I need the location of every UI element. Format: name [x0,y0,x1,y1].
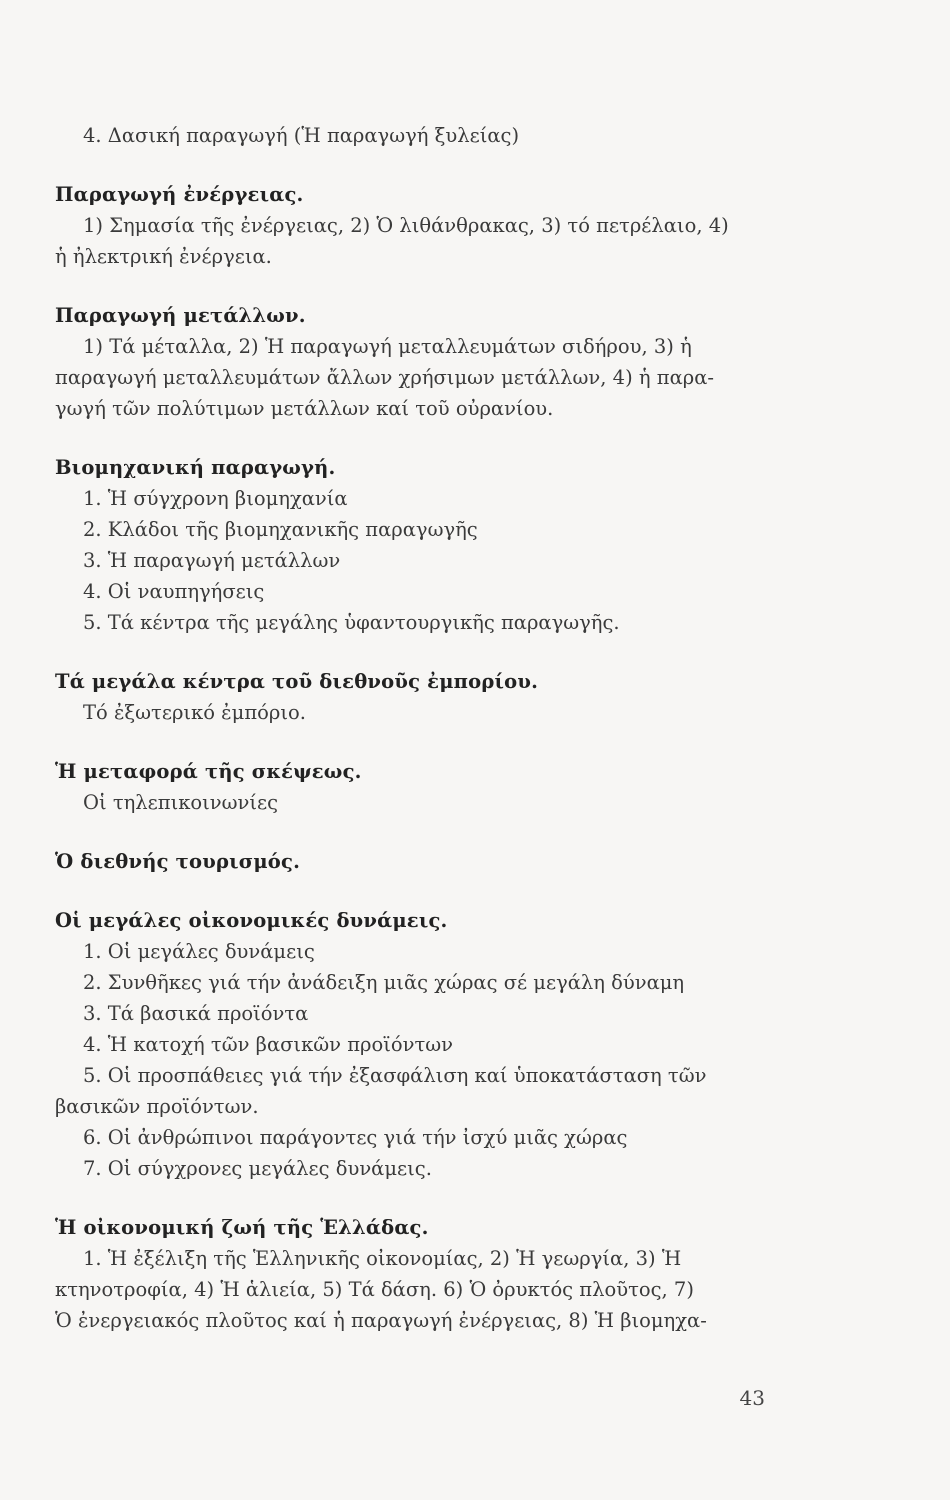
list-item: 4. Οἱ ναυπηγήσεις [83,580,265,603]
energy-heading: Παραγωγή ἐνέργειας. [55,183,304,206]
metals-line-2: παραγωγή μεταλλευμάτων ἄλλων χρήσιμων μετάλλων, 4) ἡ παρα- [55,366,714,389]
metals-line-1: 1) Τά μέταλλα, 2) Ἡ παραγωγή μεταλλευμάτων σιδήρου, 3) ἡ [83,335,692,358]
energy-line-1: 1) Σημασία τῆς ἐνέργειας, 2) Ὁ λιθάνθρακας, 3) τό πετρέλαιο, 4) [83,214,729,237]
page-number: 43 [739,1386,765,1410]
industry-heading: Βιομηχανική παραγωγή. [55,456,336,479]
list-item: 5. Τά κέντρα τῆς μεγάλης ὑφαντουργικῆς παραγωγῆς. [83,611,620,634]
list-item: 3. Ἡ παραγωγή μετάλλων [83,549,341,572]
list-item: 2. Συνθῆκες γιά τήν ἀνάδειξη μιᾶς χώρας σέ μεγάλη δύναμη [83,971,685,994]
greece-line-1: 1. Ἡ ἐξέλιξη τῆς Ἑλληνικῆς οἰκονομίας, 2) Ἡ γεωργία, 3) Ἡ [83,1247,682,1270]
list-item: 5. Οἱ προσπάθειες γιά τήν ἐξασφάλιση καί ὑποκατάσταση τῶν [83,1064,707,1087]
list-item-continuation: βασικῶν προϊόντων. [55,1095,259,1118]
list-item: 7. Οἱ σύγχρονες μεγάλες δυνάμεις. [83,1157,432,1180]
energy-line-2: ἡ ἠλεκτρική ἐνέργεια. [55,245,272,268]
metals-heading: Παραγωγή μετάλλων. [55,304,306,327]
greece-line-2: κτηνοτροφία, 4) Ἡ ἁλιεία, 5) Τά δάση. 6) Ὁ ὀρυκτός πλοῦτος, 7) [55,1278,694,1301]
list-item: 1. Ἡ σύγχρονη βιομηχανία [83,487,348,510]
tourism-heading: Ὁ διεθνής τουρισμός. [55,850,301,873]
list-item: 6. Οἱ ἀνθρώπινοι παράγοντες γιά τήν ἰσχύ μιᾶς χώρας [83,1126,628,1149]
list-item: 3. Τά βασικά προϊόντα [83,1002,309,1025]
greece-line-3: Ὁ ἐνεργειακός πλοῦτος καί ἡ παραγωγή ἐνέργειας, 8) Ἡ βιομηχα- [55,1309,707,1332]
page-content [55,120,795,1336]
section-4-title: 4. Δασική παραγωγή (Ἡ παραγωγή ξυλείας) [83,124,520,147]
greece-heading: Ἡ οἰκονομική ζωή τῆς Ἑλλάδας. [55,1216,429,1239]
trade-line-1: Τό ἐξωτερικό ἐμπόριο. [83,701,306,724]
list-item: 2. Κλάδοι τῆς βιομηχανικῆς παραγωγῆς [83,518,478,541]
communication-heading: Ἡ μεταφορά τῆς σκέψεως. [55,760,362,783]
trade-heading: Τά μεγάλα κέντρα τοῦ διεθνοῦς ἐμπορίου. [55,670,539,693]
list-item: 1. Οἱ μεγάλες δυνάμεις [83,940,315,963]
list-item: 4. Ἡ κατοχή τῶν βασικῶν προϊόντων [83,1033,454,1056]
powers-heading: Οἱ μεγάλες οἰκονομικές δυνάμεις. [55,909,448,932]
metals-line-3: γωγή τῶν πολύτιμων μετάλλων καί τοῦ οὐρανίου. [55,397,554,420]
communication-line-1: Οἱ τηλεπικοινωνίες [83,791,279,814]
